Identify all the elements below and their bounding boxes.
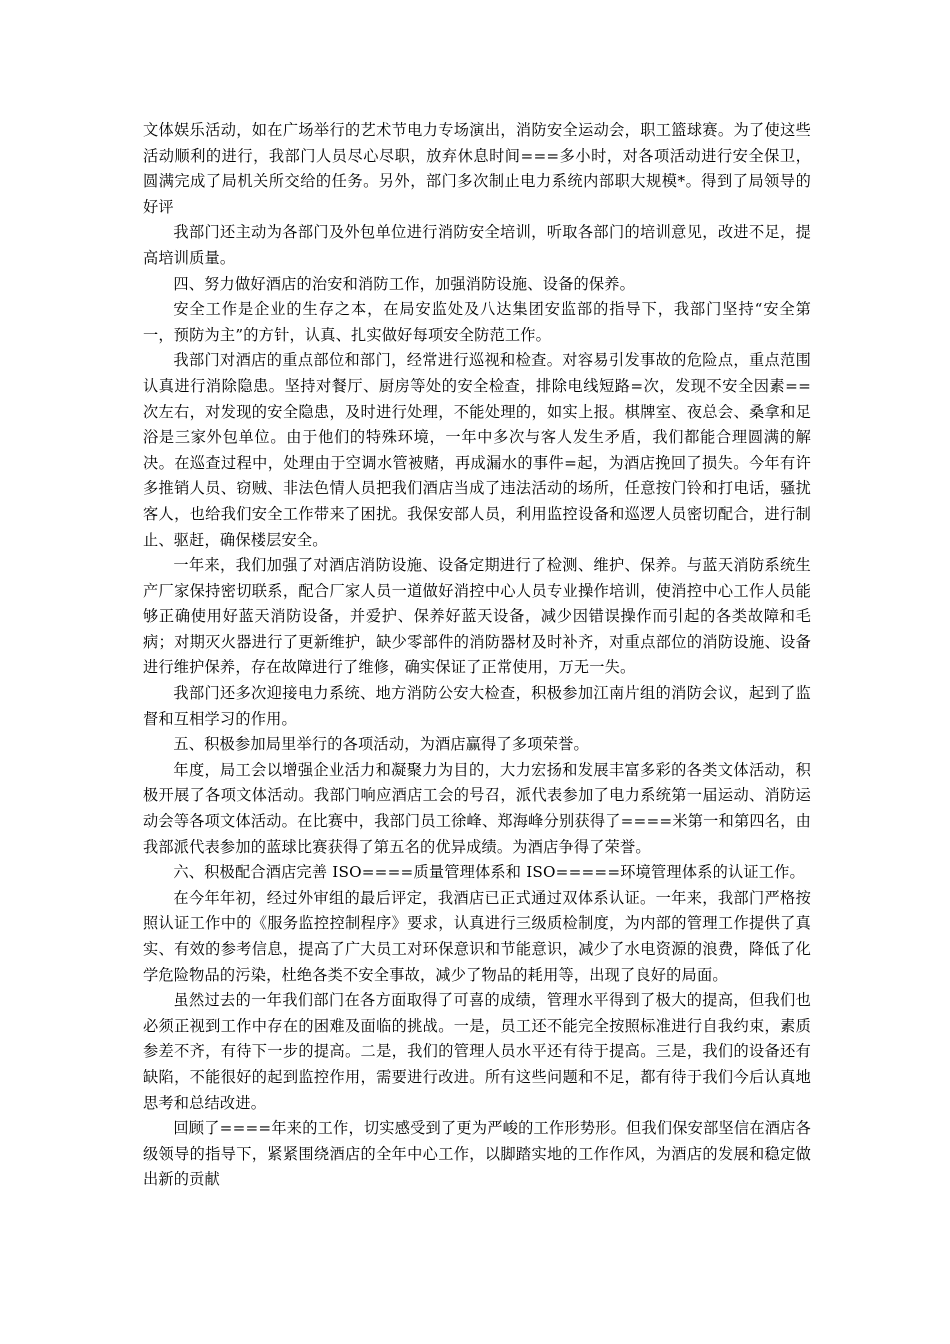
paragraph-challenges: 虽然过去的一年我们部门在各方面取得了可喜的成绩，管理水平得到了极大的提高，但我们也必须正视到工作中存在的困难及面临的挑战。一是，员工还不能完全按照标准进行自我约束，素质参差不齐，有待下一步的提高。二是，我们的管理人员水平还有待于提高。三是，我们的设备还有缺陷，不能很好的起到监控作用，需要进行改进。所有这些问题和不足，都有待于我们今后认真地思考和总结改进。	[143, 991, 811, 1112]
paragraph-cultural-activities: 文体娱乐活动，如在广场举行的艺术节电力专场演出，消防安全运动会，职工篮球赛。为了使这些活动顺利的进行，我部门人员尽心尽职，放弃休息时间===多小时，对各项活动进行安全保卫，圆满完成了局机关所交给的任务。另外，部门多次制止电力系统内部职大规模*。得到了局领导的好评	[143, 121, 811, 216]
section-heading-security-fire: 四、努力做好酒店的治安和消防工作，加强消防设施、设备的保养。	[173, 274, 636, 293]
paragraph-sports-events: 年度，局工会以增强企业活力和凝聚力为目的，大力宏扬和发展丰富多彩的各类文体活动，积极开展了各项文体活动。我部门响应酒店工会的号召，派代表参加了电力系统第一届运动、消防运动会等各项文体活动。在比赛中，我部门员工徐峰、郑海峰分别获得了====米第一和第四名，由我部派代表参加的蓝球比赛获得了第五名的优异成绩。为酒店争得了荣誉。	[143, 760, 811, 856]
paragraph-fire-training: 我部门还主动为各部门及外包单位进行消防安全培训，听取各部门的培训意见，改进不足，提高培训质量。	[143, 223, 811, 267]
paragraph-fire-equipment: 一年来，我们加强了对酒店消防设施、设备定期进行了检测、维护、保养。与蓝天消防系统生产厂家保持密切联系，配合厂家人员一道做好消控中心人员专业操作培训，使消控中心工作人员能够正确使用好蓝天消防设备，并爱护、保养好蓝天设备，减少因错误操作而引起的各类故障和毛病；对期灭火器进行了更新维护，缺少零部件的消防器材及时补齐，对重点部位的消防设施、设备进行维护保养，存在故障进行了维修，确实保证了正常使用，万无一失。	[143, 556, 811, 677]
paragraph-conclusion: 回顾了====年来的工作，切实感受到了更为严峻的工作形势形。但我们保安部坚信在酒店各级领导的指导下，紧紧围绕酒店的全年中心工作，以脚踏实地的工作作风，为酒店的发展和稳定做出新的贡献	[143, 1119, 811, 1189]
paragraph-inspection: 我部门对酒店的重点部位和部门，经常进行巡视和检查。对容易引发事故的危险点，重点范围认真进行消除隐患。坚持对餐厅、厨房等处的安全检查，排除电线短路=次，发现不安全因素==次左右，对发现的安全隐患，及时进行处理，不能处理的，如实上报。棋牌室、夜总会、桑拿和足浴是三家外包单位。由于他们的特殊环境，一年中多次与客人发生矛盾，我们都能合理圆满的解决。在巡查过程中，处理由于空调水管被赌，再成漏水的事件=起，为酒店挽回了损失。今年有许多推销人员、窃贼、非法色情人员把我们酒店当成了违法活动的场所，任意按门铃和打电话，骚扰客人，也给我们安全工作带来了困扰。我保安部人员，利用监控设备和巡逻人员密切配合，进行制止、驱赶，确保楼层安全。	[143, 351, 811, 549]
section-heading-iso: 六、积极配合酒店完善 ISO====质量管理体系和 ISO=====环境管理体系的认证工作。	[173, 863, 805, 882]
paragraph-safety-policy: 安全工作是企业的生存之本，在局安监处及八达集团安监部的指导下，我部门坚持“安全第一，预防为主”的方针，认真、扎实做好每项安全防范工作。	[143, 300, 811, 344]
section-heading-activities: 五、积极参加局里举行的各项活动，为酒店赢得了多项荣誉。	[173, 735, 589, 754]
paragraph-certification: 在今年年初，经过外审组的最后评定，我酒店已正式通过双体系认证。一年来，我部门严格按照认证工作中的《服务监控控制程序》要求，认真进行三级质检制度，为内部的管理工作提供了真实、有效的参考信息，提高了广大员工对环保意识和节能意识，减少了水电资源的浪费，降低了化学危险物品的污染，杜绝各类不安全事故，减少了物品的耗用等，出现了良好的局面。	[143, 888, 811, 984]
paragraph-inspections-meetings: 我部门还多次迎接电力系统、地方消防公安大检查，积极参加江南片组的消防会议，起到了监督和互相学习的作用。	[143, 684, 811, 728]
document-body	[143, 118, 811, 1193]
